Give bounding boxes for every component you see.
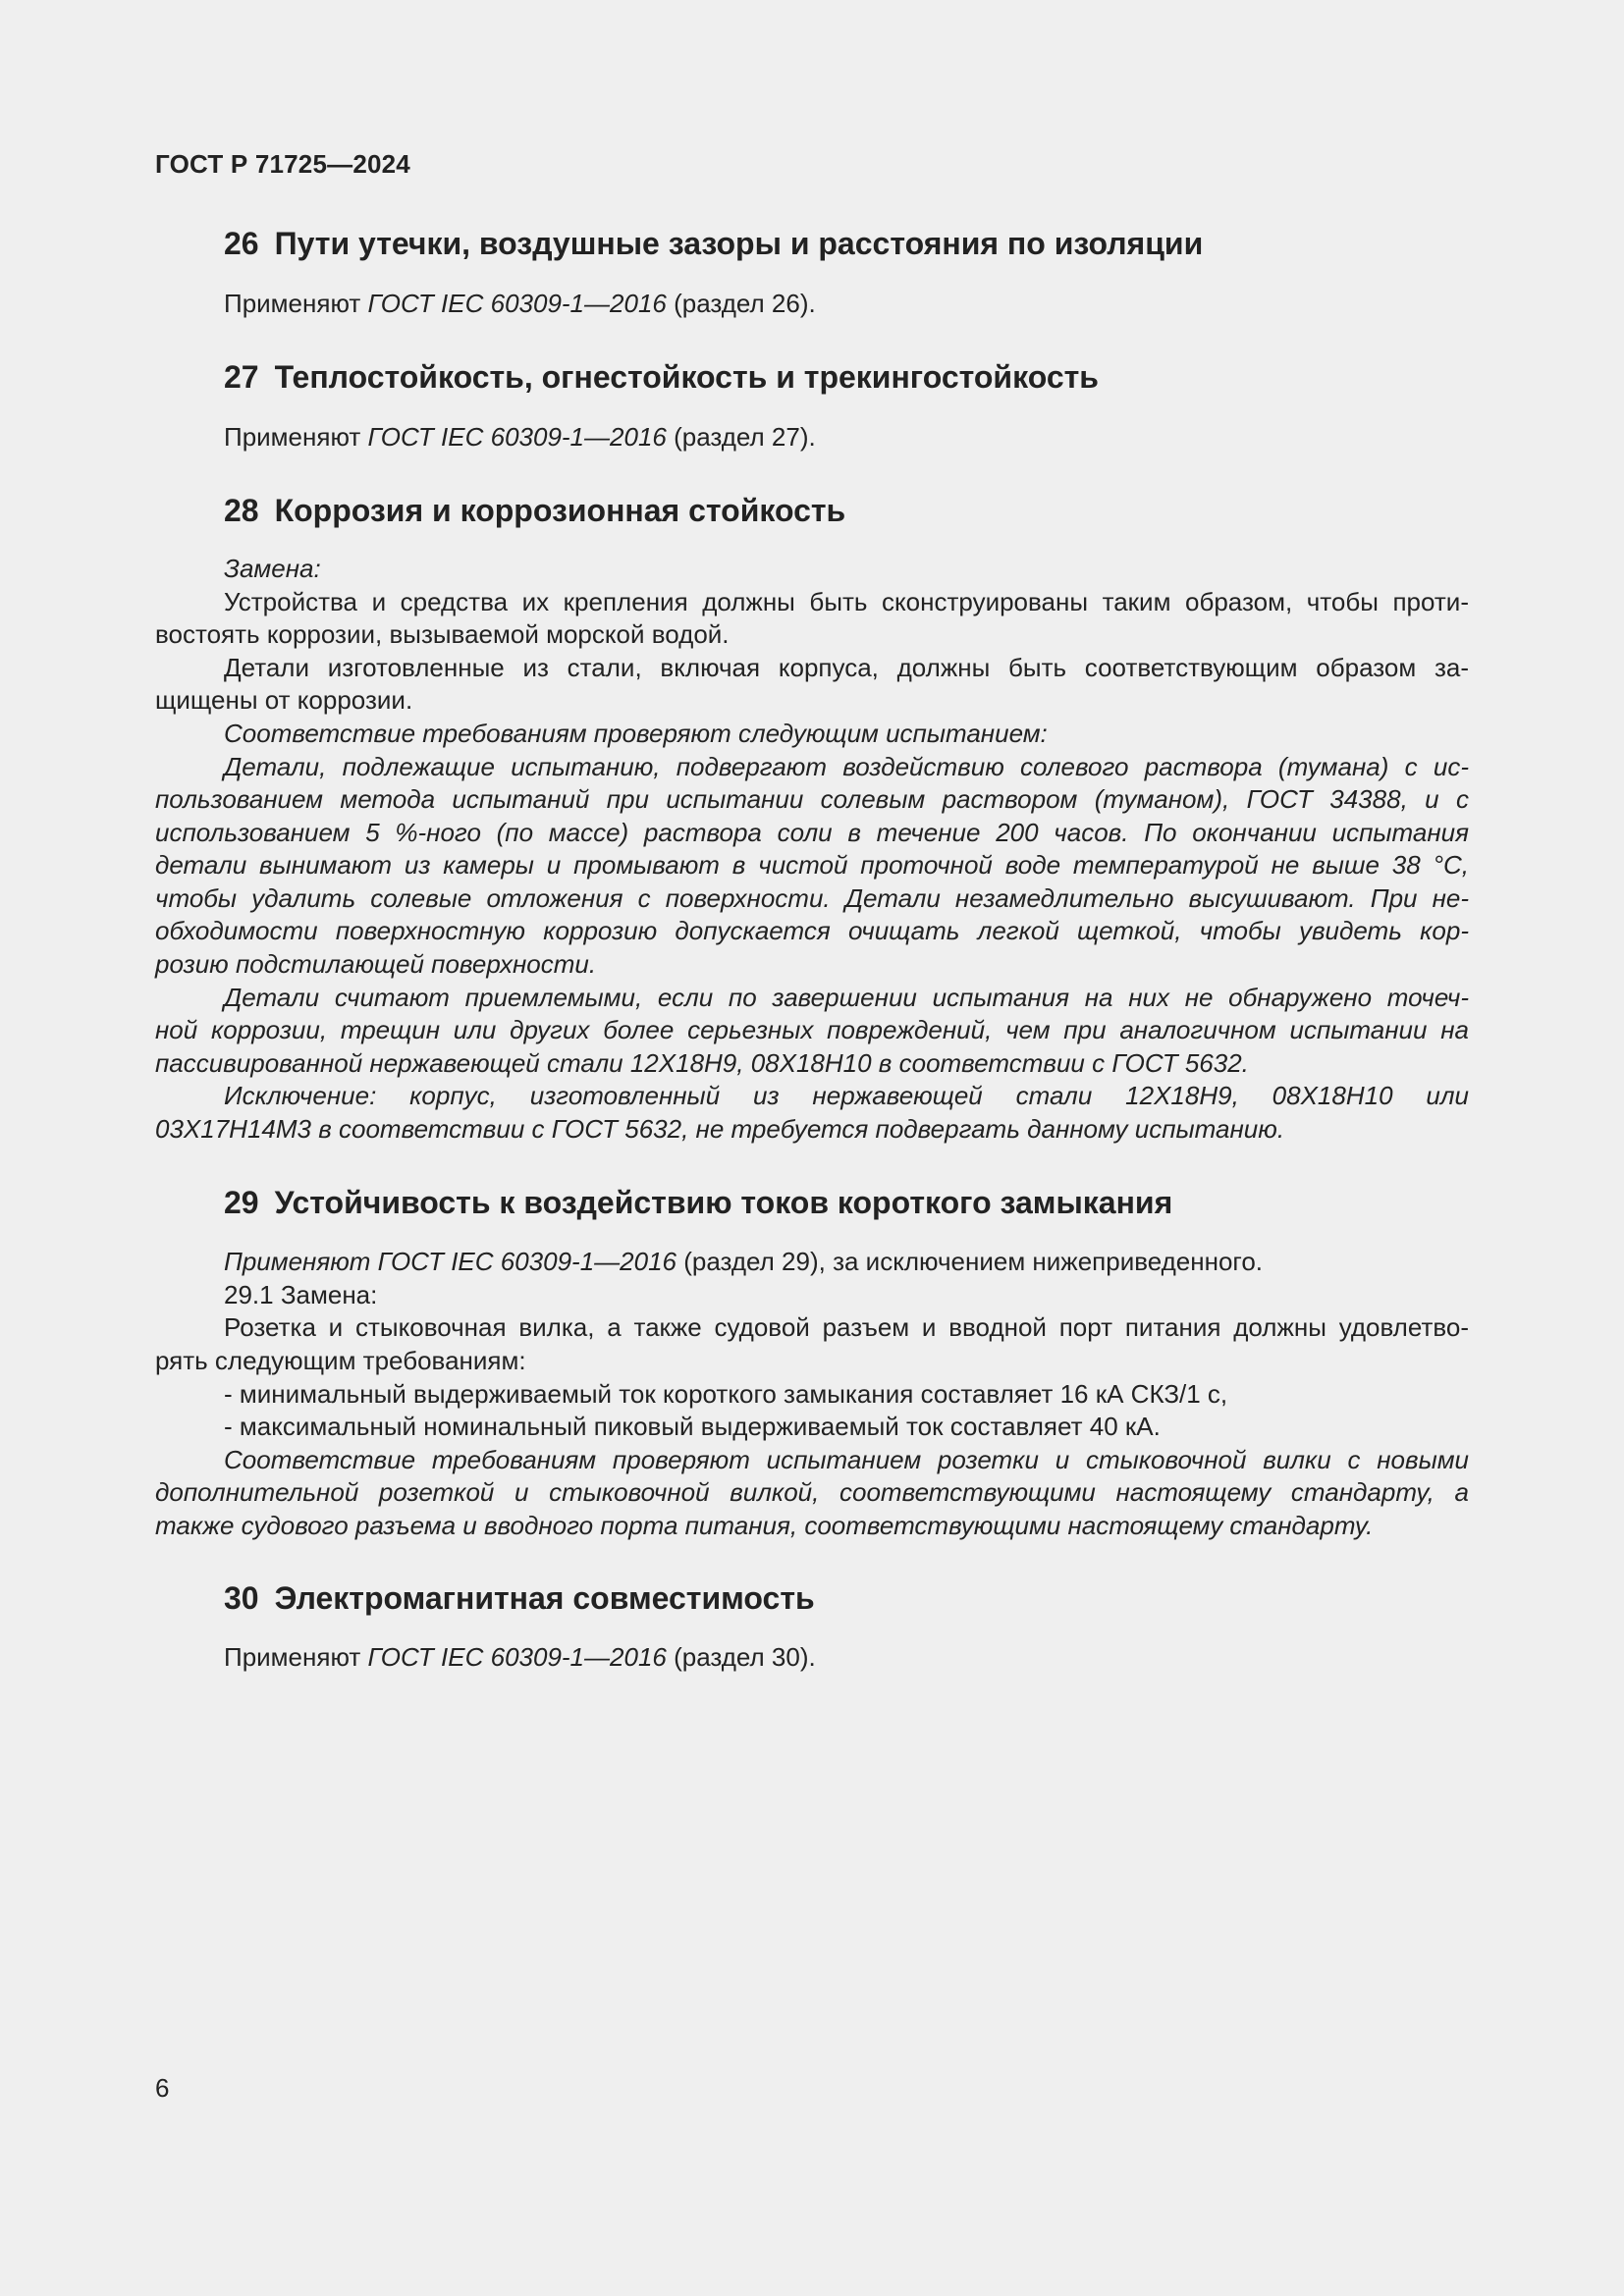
text: Применяют [224, 289, 368, 318]
page-number: 6 [155, 2073, 170, 2103]
section-number: 26 [224, 226, 259, 261]
text: Применяют [224, 1642, 368, 1672]
section-title: Пути утечки, воздушные зазоры и расстояния по изоляции [274, 226, 1204, 261]
list-item: - минимальный выдерживаемый ток короткого замыкания составляет 16 кА СКЗ/1 с, [224, 1379, 1228, 1409]
section-title: Коррозия и коррозионная стойкость [274, 493, 846, 528]
text-line: ной коррозии, трещин или других более серьезных повреждений, чем при аналогичном испытании на [155, 1015, 1469, 1044]
text-line: Соответствие требованиям проверяют следующим испытанием: [224, 719, 1048, 748]
section-title: Теплостойкость, огнестойкость и трекингостойкость [274, 359, 1099, 395]
standard-reference: Применяют ГОСТ IEC 60309-1—2016 [224, 1247, 677, 1276]
section-title: Электромагнитная совместимость [274, 1580, 815, 1616]
text: (раздел 29), за исключением нижеприведенного. [677, 1247, 1264, 1276]
section-27-heading [224, 359, 1099, 396]
section-26-heading [224, 226, 1203, 262]
text-line: Устройства и средства их крепления должны быть сконструированы таким образом, чтобы проти- [224, 587, 1469, 616]
text: Применяют [224, 422, 368, 452]
section-number: 27 [224, 359, 259, 395]
text-line: пассивированной нержавеющей стали 12Х18Н9, 08Х18Н10 в соответствии с ГОСТ 5632. [155, 1048, 1249, 1078]
text-line: востоять коррозии, вызываемой морской водой. [155, 619, 730, 649]
text-line: 03Х17Н14М3 в соответствии с ГОСТ 5632, не требуется подвергать данному испытанию. [155, 1114, 1285, 1144]
text-line: рять следующим требованиям: [155, 1346, 526, 1375]
subsection-29-1-label: 29.1 Замена: [224, 1280, 378, 1309]
section-29-paragraph [224, 1246, 1263, 1277]
section-27-paragraph [224, 421, 816, 453]
replacement-label: Замена: [224, 554, 321, 583]
text-line: дополнительной розеткой и стыковочной вилкой, соответствующими настоящему стандарту, а [155, 1477, 1469, 1507]
section-26-paragraph [224, 288, 816, 319]
text: (раздел 26). [666, 289, 816, 318]
text-line: использованием 5 %-ного (по массе) раствора соли в течение 200 часов. По окончании испытания [155, 818, 1469, 847]
text: (раздел 27). [666, 422, 816, 452]
section-title: Устойчивость к воздействию токов короткого замыкания [274, 1185, 1173, 1220]
text: (раздел 30). [666, 1642, 816, 1672]
section-number: 28 [224, 493, 259, 528]
section-29-heading [224, 1185, 1172, 1221]
text-line: щищены от коррозии. [155, 685, 413, 715]
text-line: Детали изготовленные из стали, включая корпуса, должны быть соответствующим образом за- [224, 653, 1469, 682]
text-line: также судового разъема и вводного порта питания, соответствующими настоящему стандарту. [155, 1511, 1374, 1540]
standard-reference: ГОСТ IEC 60309-1—2016 [367, 1642, 667, 1672]
text-line: детали вынимают из камеры и промывают в чистой проточной воде температурой не выше 38 °C, [155, 850, 1469, 880]
text-line: Соответствие требованиям проверяют испытанием розетки и стыковочной вилки с новыми [224, 1445, 1469, 1474]
text-line: чтобы удалить солевые отложения с поверхности. Детали незамедлительно высушивают. При не- [155, 883, 1469, 913]
standard-reference: ГОСТ IEC 60309-1—2016 [367, 289, 667, 318]
text-line: обходимости поверхностную коррозию допускается очищать легкой щеткой, чтобы увидеть кор- [155, 916, 1469, 945]
list-item: - максимальный номинальный пиковый выдерживаемый ток составляет 40 кА. [224, 1412, 1161, 1441]
standard-reference: ГОСТ IEC 60309-1—2016 [367, 422, 667, 452]
text-line: розию подстилающей поверхности. [155, 949, 597, 979]
section-30-paragraph [224, 1641, 816, 1673]
text-line: Детали, подлежащие испытанию, подвергают воздействию солевого раствора (тумана) с ис- [224, 752, 1469, 781]
text-line: Розетка и стыковочная вилка, а также судовой разъем и вводной порт питания должны удовлетво- [224, 1312, 1469, 1342]
section-number: 30 [224, 1580, 259, 1616]
text-line: Исключение: корпус, изготовленный из нержавеющей стали 12Х18Н9, 08Х18Н10 или [224, 1081, 1469, 1110]
text-line: пользованием метода испытаний при испытании солевым раствором (туманом), ГОСТ 34388, и с [155, 784, 1469, 814]
section-30-heading [224, 1580, 815, 1617]
section-28-heading [224, 493, 845, 529]
document-code: ГОСТ Р 71725—2024 [155, 149, 410, 179]
section-number: 29 [224, 1185, 259, 1220]
text-line: Детали считают приемлемыми, если по завершении испытания на них не обнаружено точеч- [224, 983, 1469, 1012]
